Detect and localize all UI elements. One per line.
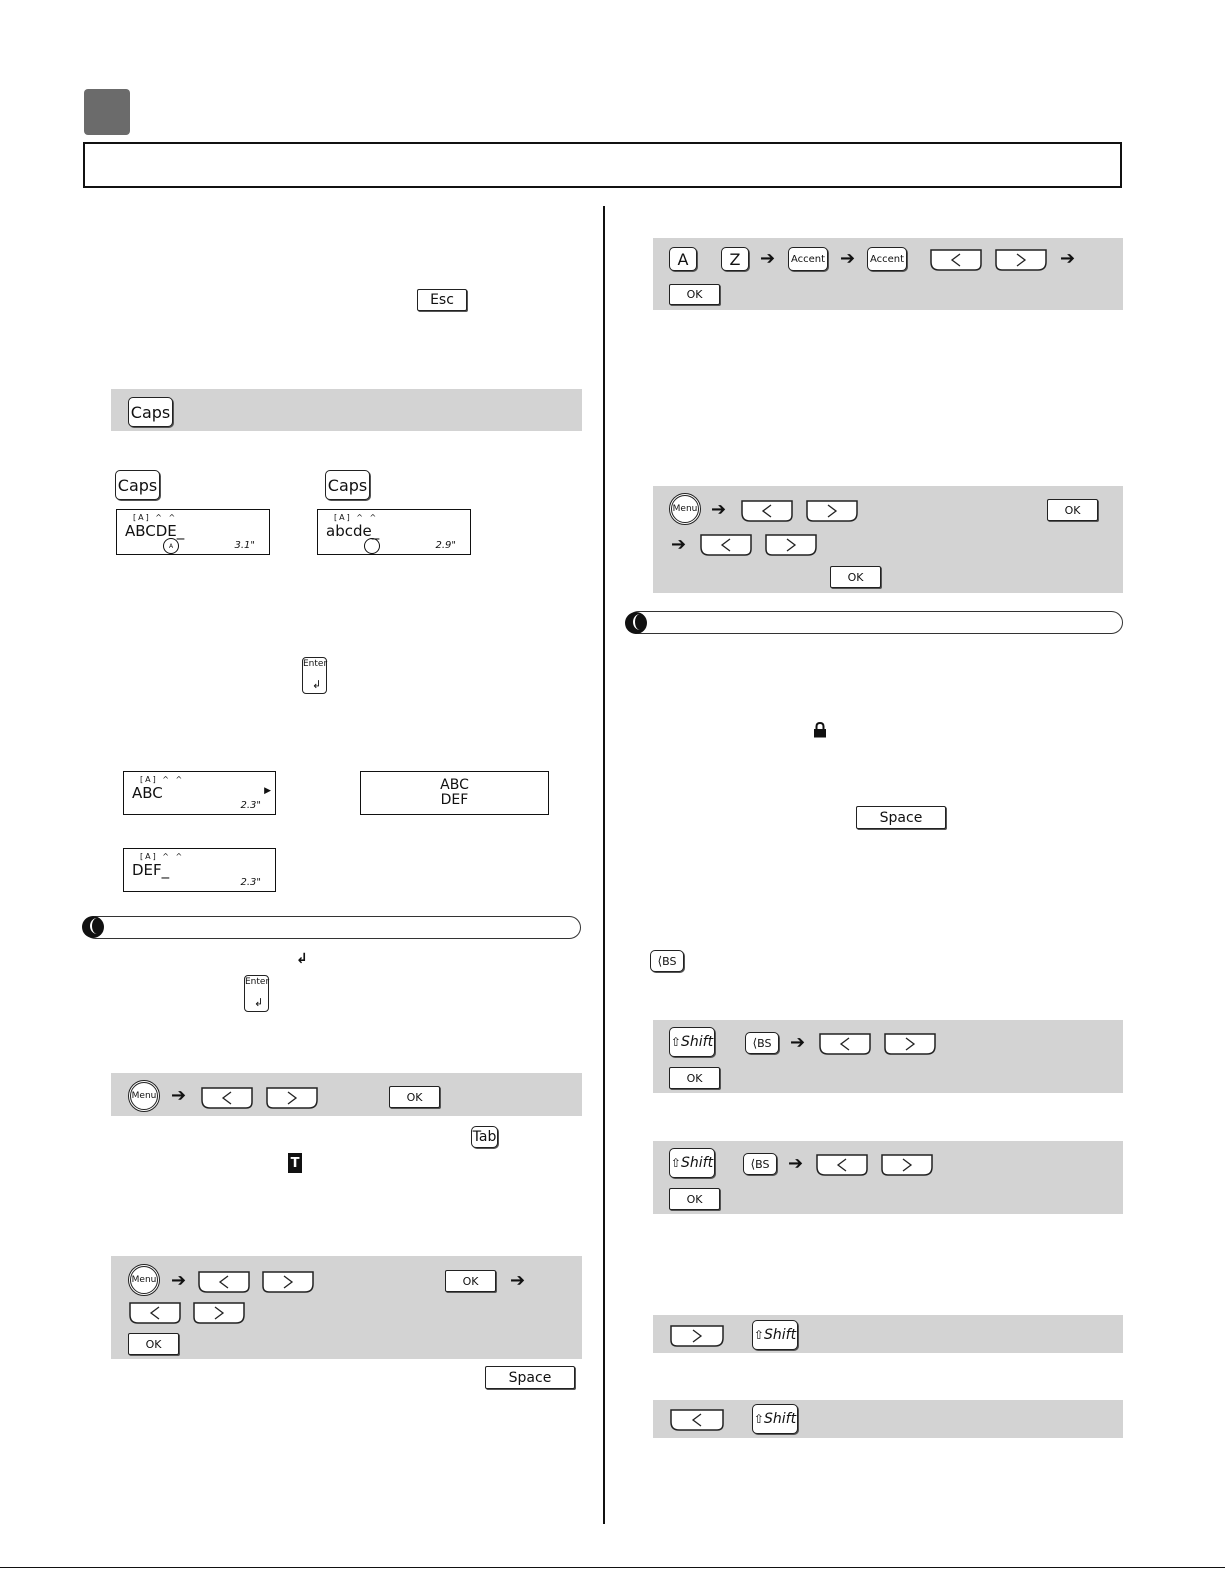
accent-key: Accent xyxy=(788,247,828,271)
right-key-2 xyxy=(261,1270,315,1294)
space-key-2: Space xyxy=(856,806,946,829)
lcd-lowercase: [A] ^ ^ abcde_ 2.9" xyxy=(317,509,471,555)
arrow-icon: ➔ xyxy=(788,1153,804,1174)
right-key-7 xyxy=(880,1153,934,1177)
backspace-key-3: ⟨ BS xyxy=(743,1153,777,1175)
accent-key-2: Accent xyxy=(867,247,907,271)
left-key-7 xyxy=(815,1153,869,1177)
shift-bs-band-1 xyxy=(653,1020,1123,1093)
left-key-3 xyxy=(128,1301,182,1325)
lcd-line1-text: ABC xyxy=(132,784,163,802)
lcd-uppercase: [A] ^ ^ ABCDE_ A 3.1" xyxy=(116,509,270,555)
caps-key: Caps xyxy=(128,397,173,427)
backspace-key-2: ⟨ BS xyxy=(745,1032,779,1054)
enter-key-note: Enter ↲ xyxy=(244,975,269,1012)
page-bottom-rule xyxy=(0,1567,1225,1568)
right-key-accent xyxy=(994,248,1048,272)
ok-key-accent: OK xyxy=(669,284,720,305)
shift-key-3: ⇧ Shift xyxy=(752,1320,798,1350)
scroll-right-icon: ▶ xyxy=(264,786,271,796)
arrow-icon: ➔ xyxy=(711,499,727,520)
shift-key: ⇧ Shift xyxy=(669,1027,715,1057)
menu-key: Menu xyxy=(128,1080,160,1112)
shift-key-2: ⇧ Shift xyxy=(669,1148,715,1178)
ok-key-7: OK xyxy=(669,1188,720,1210)
ok-key-3: OK xyxy=(128,1333,179,1355)
label-preview: ABC DEF xyxy=(360,771,549,815)
ok-key-2: OK xyxy=(445,1270,496,1292)
left-key-6 xyxy=(818,1032,872,1056)
tab-mark-icon: T xyxy=(288,1153,302,1173)
esc-key: Esc xyxy=(417,289,467,311)
lock-icon xyxy=(813,722,827,742)
note-icon-2 xyxy=(625,612,647,634)
left-key-5 xyxy=(699,533,753,557)
caps-instruction-band xyxy=(111,389,582,431)
arrow-icon: ➔ xyxy=(1060,248,1076,269)
left-key-2 xyxy=(197,1270,251,1294)
arrow-icon: ➔ xyxy=(510,1270,526,1291)
lcd-line2-text: DEF_ xyxy=(132,861,170,879)
right-key-3 xyxy=(192,1301,246,1325)
tab-key: Tab xyxy=(471,1126,498,1148)
lcd-lowercase-text: abcde_ xyxy=(326,522,380,540)
right-key xyxy=(265,1086,319,1110)
lcd-line1: [A] ^ ^ ABC ▶ 2.3" xyxy=(123,771,276,815)
menu-key-2: Menu xyxy=(128,1264,160,1296)
caps-key-on: Caps xyxy=(115,470,160,500)
right-key-4 xyxy=(805,499,859,523)
column-divider xyxy=(603,206,605,1524)
arrow-icon: ➔ xyxy=(171,1085,187,1106)
left-key xyxy=(200,1086,254,1110)
ok-key: OK xyxy=(389,1086,440,1108)
lcd-uppercase-text: ABCDE_ xyxy=(125,522,185,540)
chapter-marker xyxy=(84,89,130,135)
section-title-box xyxy=(83,142,1122,188)
space-key: Space xyxy=(485,1366,575,1389)
shift-bs-band-2 xyxy=(653,1141,1123,1214)
enter-key: Enter ↲ xyxy=(302,657,327,694)
right-key-6 xyxy=(883,1032,937,1056)
ok-key-4: OK xyxy=(1047,499,1098,521)
note-icon xyxy=(82,916,104,938)
arrow-icon: ➔ xyxy=(671,534,687,555)
return-mark-icon: ↲ xyxy=(296,951,308,967)
shift-key-4: ⇧ Shift xyxy=(752,1404,798,1434)
ok-key-5: OK xyxy=(830,566,881,588)
note-bar-right xyxy=(627,611,1123,634)
z-key: Z xyxy=(721,247,749,271)
ok-key-6: OK xyxy=(669,1067,720,1089)
left-key-4 xyxy=(740,499,794,523)
caps-key-off: Caps xyxy=(325,470,370,500)
left-key-8 xyxy=(669,1408,725,1432)
a-key: A xyxy=(669,247,697,271)
arrow-icon: ➔ xyxy=(790,1032,806,1053)
right-key-5 xyxy=(764,533,818,557)
arrow-icon: ➔ xyxy=(840,248,856,269)
right-key-8 xyxy=(669,1324,725,1348)
note-bar-left xyxy=(84,916,581,939)
caps-off-indicator-icon xyxy=(364,538,380,554)
backspace-key: ⟨ BS xyxy=(650,950,684,972)
caps-indicator-icon: A xyxy=(163,538,179,554)
arrow-icon: ➔ xyxy=(171,1270,187,1291)
left-key-accent xyxy=(929,248,983,272)
arrow-icon: ➔ xyxy=(760,248,776,269)
menu-key-3: Menu xyxy=(669,493,701,525)
lcd-line2: [A] ^ ^ DEF_ 2.3" xyxy=(123,848,276,892)
